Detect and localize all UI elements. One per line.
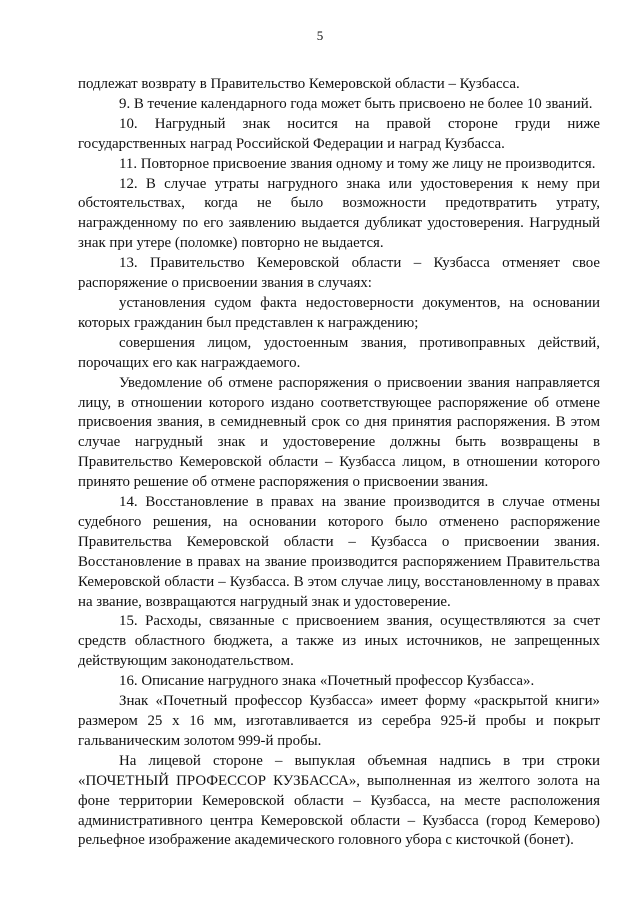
paragraph-item-12: 12. В случае утраты нагрудного знака или удостоверения к нему при обстоятельствах, когда не было возможности предотвратить утрату, награжденному по его заявлению выдается дубликат удостоверения. Нагрудный знак при утере (поломке) повторно не выдается. xyxy=(78,175,600,252)
paragraph-item-15: 15. Расходы, связанные с присвоением звания, осуществляются за счет средств областного бюджета, а также из иных источников, не запрещенных действующим законодательством. xyxy=(78,613,600,670)
paragraph-continuation: подлежат возврату в Правительство Кемеровской области – Кузбасса. xyxy=(78,76,520,92)
paragraph-badge-form: Знак «Почетный профессор Кузбасса» имеет форму «раскрытой книги» размером 25 х 16 мм, изготавливается из серебра 925-й пробы и покрыт гальваническим золотом 999-й пробы. xyxy=(78,693,600,749)
document-body xyxy=(78,75,600,851)
paragraph-badge-front: На лицевой стороне – выпуклая объемная надпись в три строки «ПОЧЕТНЫЙ ПРОФЕССОР КУЗБАССА», выполненная из желтого золота на фоне территории Кемеровской области – Кузбасса, на месте расположения административного центра Кемеровской области – Кузбасса (город Кемерово) рельефное изображение академического головного убора с кисточкой (бонет). xyxy=(78,752,600,849)
paragraph-notification: Уведомление об отмене распоряжения о присвоении звания направляется лицу, в отношении которого издано соответствующее распоряжение об отмене присвоения звания, в семидневный срок со дня принятия распоряжения. В этом случае нагрудный знак и удостоверение должны быть возвращены в Правительство Кемеровской области – Кузбасса лицом, в отношении которого принято решение об отмене распоряжения о присвоении звания. xyxy=(78,374,600,491)
paragraph-item-13: 13. Правительство Кемеровской области – Кузбасса отменяет свое распоряжение о присвоении звания в случаях: xyxy=(78,255,600,292)
paragraph-item-13-case-2: совершения лицом, удостоенным звания, противоправных действий, порочащих его как награждаемого. xyxy=(78,334,600,371)
paragraph-item-13-case-1: установления судом факта недостоверности документов, на основании которых гражданин был представлен к награждению; xyxy=(78,294,600,331)
paragraph-item-14: 14. Восстановление в правах на звание производится в случае отмены судебного решения, на основании которого было отменено распоряжение Правительства Кемеровской области – Кузбасса о присвоении звания. Восстановление в правах на звание производится распоряжением Правительства Кемеровской области – Кузбасса. В этом случае лицу, восстановленному в правах на звание, возвращаются нагрудный знак и удостоверение. xyxy=(78,494,600,610)
paragraph-item-11: 11. Повторное присвоение звания одному и тому же лицу не производится. xyxy=(119,155,596,172)
page-number: 5 xyxy=(316,28,324,43)
paragraph-item-9: 9. В течение календарного года может быть присвоено не более 10 званий. xyxy=(119,95,593,112)
paragraph-item-16: 16. Описание нагрудного знака «Почетный профессор Кузбасса». xyxy=(119,673,535,690)
paragraph-item-10: 10. Нагрудный знак носится на правой стороне груди ниже государственных наград Российской Федерации и наград Кузбасса. xyxy=(78,115,600,152)
